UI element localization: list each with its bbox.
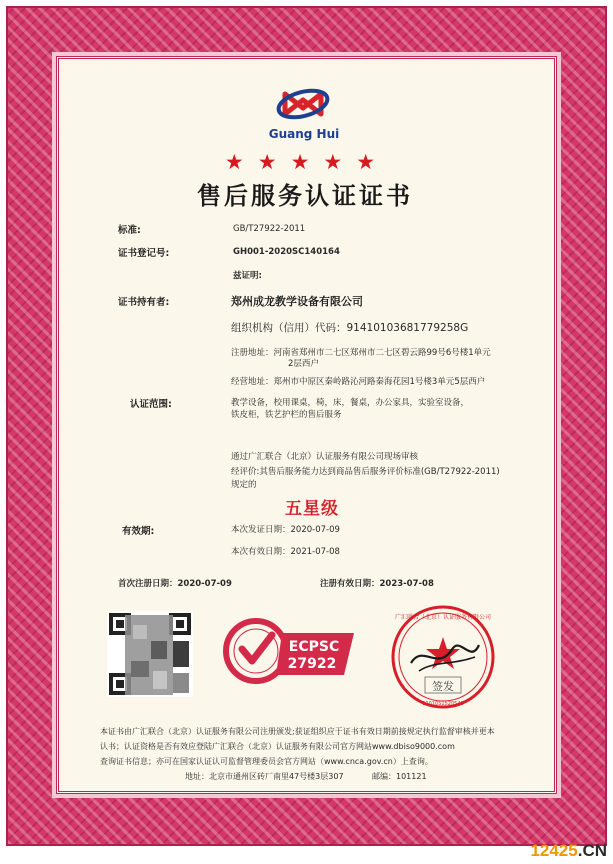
statement-line2: 经评价:其售后服务能力达到商品售后服务评价标准(GB/T27922-2011) xyxy=(231,467,500,477)
business-address: 经营地址：郑州市中原区秦岭路沁河路秦海花园1号楼3单元5层西户 xyxy=(231,377,486,387)
watermark xyxy=(530,841,607,861)
watermark-prefix: 12425 xyxy=(530,841,578,860)
org-code: 组织机构（信用）代码：91410103681779258G xyxy=(231,322,469,334)
footer-line3: 查询证书信息；亦可在国家认证认可监督管理委员会官方网站（www.cnca.gov.cn）上查询。 xyxy=(100,757,433,766)
expire-date: 本次有效日期：2021-07-08 xyxy=(231,547,340,557)
holder-label: 证书持有者: xyxy=(118,297,170,308)
five-stars-icon: ★★★★★ xyxy=(224,150,390,174)
watermark-suffix: .CN xyxy=(577,841,607,860)
scope-line2: 铁皮柜，铁艺护栏的售后服务 xyxy=(231,410,342,420)
seal-sign: 签发 xyxy=(432,680,454,693)
statement-line3: 规定的 xyxy=(231,480,257,490)
scope-label: 认证范围: xyxy=(130,399,172,410)
registration-valid-date: 注册有效日期：2023-07-08 xyxy=(320,579,434,589)
ecpsc-line1: ECPSC xyxy=(288,639,340,655)
standard-value: GB/T27922-2011 xyxy=(233,224,306,234)
validity-label: 有效期: xyxy=(122,526,155,537)
statement-line1: 通过广汇联合（北京）认证服务有限公司现场审核 xyxy=(231,452,419,462)
reg-address-line2: 2层西户 xyxy=(288,359,319,369)
official-seal-icon xyxy=(383,603,503,711)
footer-postcode: 邮编：101121 xyxy=(372,772,427,781)
reg-no-value: GH001-2020SC140164 xyxy=(233,247,340,257)
first-registration-date: 首次注册日期：2020-07-09 xyxy=(118,579,232,589)
grade-value: 五星级 xyxy=(285,499,339,519)
seal-number: 1101051520549 xyxy=(422,701,464,707)
standard-label: 标准: xyxy=(118,225,141,236)
footer-address: 地址：北京市通州区砖厂南里47号楼3层307 xyxy=(185,772,344,781)
seal-name: 广汇联合（北京）认证服务有限公司 xyxy=(394,614,492,621)
ecpsc-badge-icon xyxy=(222,615,362,687)
scope-line1: 教学设备，校用课桌，椅，床，餐桌，办公家具，实验室设备， xyxy=(231,398,470,408)
footer-line1: 本证书由广汇联合（北京）认证服务有限公司注册颁发;获证组织应于证书有效日期前接规定执行监督审核并更本 xyxy=(100,727,495,736)
holder-value: 郑州成龙教学设备有限公司 xyxy=(231,295,363,308)
reg-address-line1: 注册地址：河南省郑州市二七区郑州市二七区碧云路99号6号楼1单元 xyxy=(231,348,491,358)
logo-text: Guang Hui xyxy=(268,127,340,141)
issue-date: 本次发证日期：2020-07-09 xyxy=(231,525,340,535)
ecpsc-line2: 27922 xyxy=(287,656,337,672)
qr-code-icon xyxy=(107,611,193,697)
certify-label: 兹证明: xyxy=(233,271,262,281)
certificate-title: 售后服务认证证书 xyxy=(197,182,413,210)
guang-hui-logo-icon xyxy=(273,84,333,124)
reg-no-label: 证书登记号: xyxy=(118,248,170,259)
footer-line2: 认书；认证资格是否有效应登陆广汇联合（北京）认证服务有限公司官方网站www.dbiso9000.com xyxy=(100,742,455,751)
